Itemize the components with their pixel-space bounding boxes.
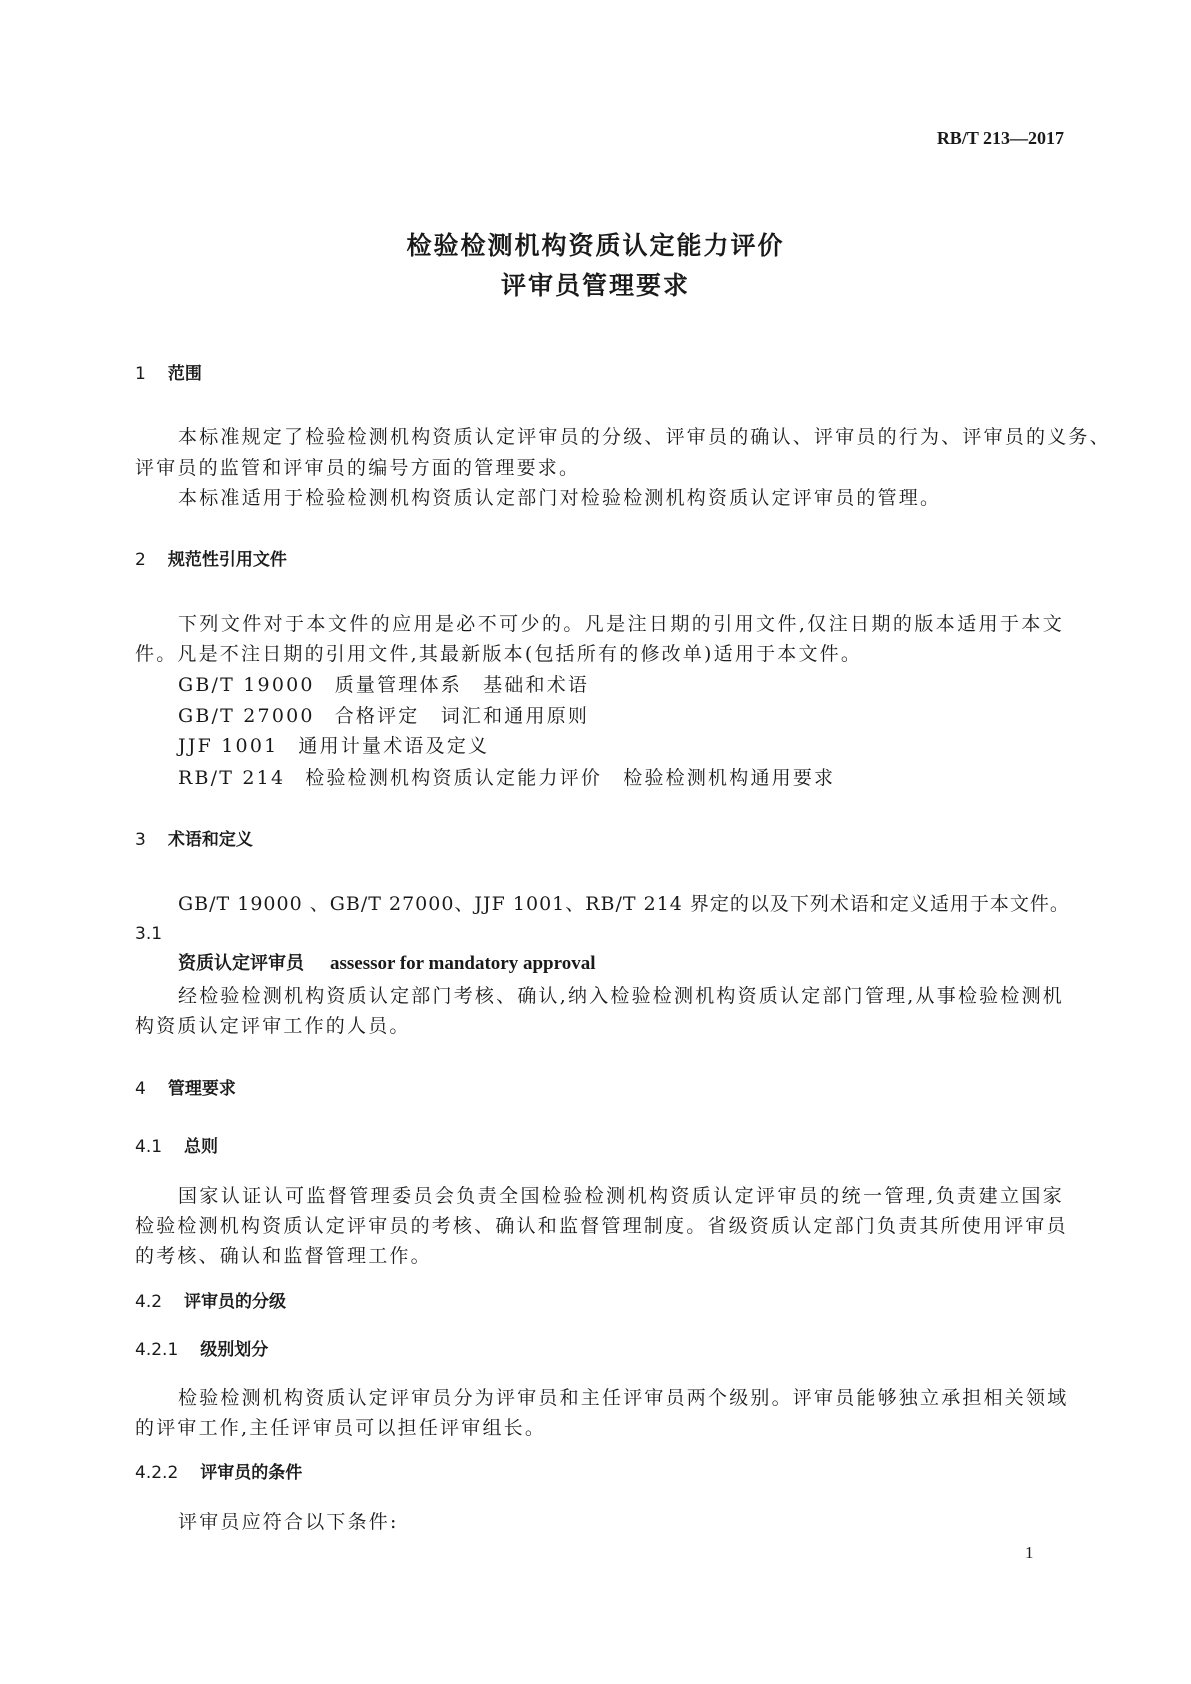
paragraph-line: 检验检测机构资质认定评审员分为评审员和主任评审员两个级别。评审员能够独立承担相关领域 bbox=[178, 1387, 1069, 1409]
paragraph-line: 国家认证认可监督管理委员会负责全国检验检测机构资质认定评审员的统一管理,负责建立国家 bbox=[178, 1185, 1064, 1207]
section-4-1-heading: 4.1 总则 bbox=[135, 1137, 219, 1157]
document-title: 检验检测机构资质认定能力评价 bbox=[406, 231, 785, 260]
paragraph-line: 本标准规定了检验检测机构资质认定评审员的分级、评审员的确认、评审员的行为、评审员的义务、 bbox=[178, 426, 1111, 448]
definition-line: 经检验检测机构资质认定部门考核、确认,纳入检验检测机构资质认定部门管理,从事检验检测机 bbox=[178, 985, 1064, 1007]
reference-item: RB/T 214 检验检测机构资质认定能力评价 检验检测机构通用要求 bbox=[178, 767, 836, 789]
paragraph-line: 下列文件对于本文件的应用是必不可少的。凡是注日期的引用文件,仅注日期的版本适用于本文 bbox=[178, 613, 1064, 635]
paragraph-line: 检验检测机构资质认定评审员的考核、确认和监督管理制度。省级资质认定部门负责其所使用评审员 bbox=[135, 1215, 1068, 1237]
paragraph-line: GB/T 19000 、GB/T 27000、JJF 1001、RB/T 214 界定的以及下列术语和定义适用于本文件。 bbox=[178, 893, 1070, 915]
reference-item: GB/T 19000 质量管理体系 基础和术语 bbox=[178, 674, 590, 696]
section-3-heading: 3 术语和定义 bbox=[135, 830, 253, 850]
section-4-2-heading: 4.2 评审员的分级 bbox=[135, 1292, 287, 1312]
document-subtitle: 评审员管理要求 bbox=[500, 271, 690, 300]
section-4-2-2-heading: 4.2.2 评审员的条件 bbox=[135, 1463, 303, 1483]
page-number: 1 bbox=[1025, 1543, 1034, 1562]
term-number: 3.1 bbox=[135, 924, 163, 944]
section-2-heading: 2 规范性引用文件 bbox=[135, 550, 287, 570]
reference-item: GB/T 27000 合格评定 词汇和通用原则 bbox=[178, 705, 590, 727]
paragraph-line: 评审员应符合以下条件: bbox=[178, 1511, 399, 1533]
paragraph-line: 的考核、确认和监督管理工作。 bbox=[135, 1245, 432, 1267]
definition-line: 构资质认定评审工作的人员。 bbox=[135, 1015, 411, 1037]
paragraph-line: 的评审工作,主任评审员可以担任评审组长。 bbox=[135, 1417, 547, 1439]
paragraph-line: 本标准适用于检验检测机构资质认定部门对检验检测机构资质认定评审员的管理。 bbox=[178, 487, 942, 509]
term-entry: 资质认定评审员 assessor for mandatory approval bbox=[178, 953, 596, 974]
reference-item: JJF 1001 通用计量术语及定义 bbox=[178, 735, 490, 757]
paragraph-line: 件。凡是不注日期的引用文件,其最新版本(包括所有的修改单)适用于本文件。 bbox=[135, 643, 863, 665]
section-4-heading: 4 管理要求 bbox=[135, 1079, 236, 1099]
standard-code: RB/T 213—2017 bbox=[936, 128, 1064, 148]
section-1-heading: 1 范围 bbox=[135, 364, 202, 384]
section-4-2-1-heading: 4.2.1 级别划分 bbox=[135, 1340, 269, 1360]
paragraph-line: 评审员的监管和评审员的编号方面的管理要求。 bbox=[135, 457, 581, 479]
